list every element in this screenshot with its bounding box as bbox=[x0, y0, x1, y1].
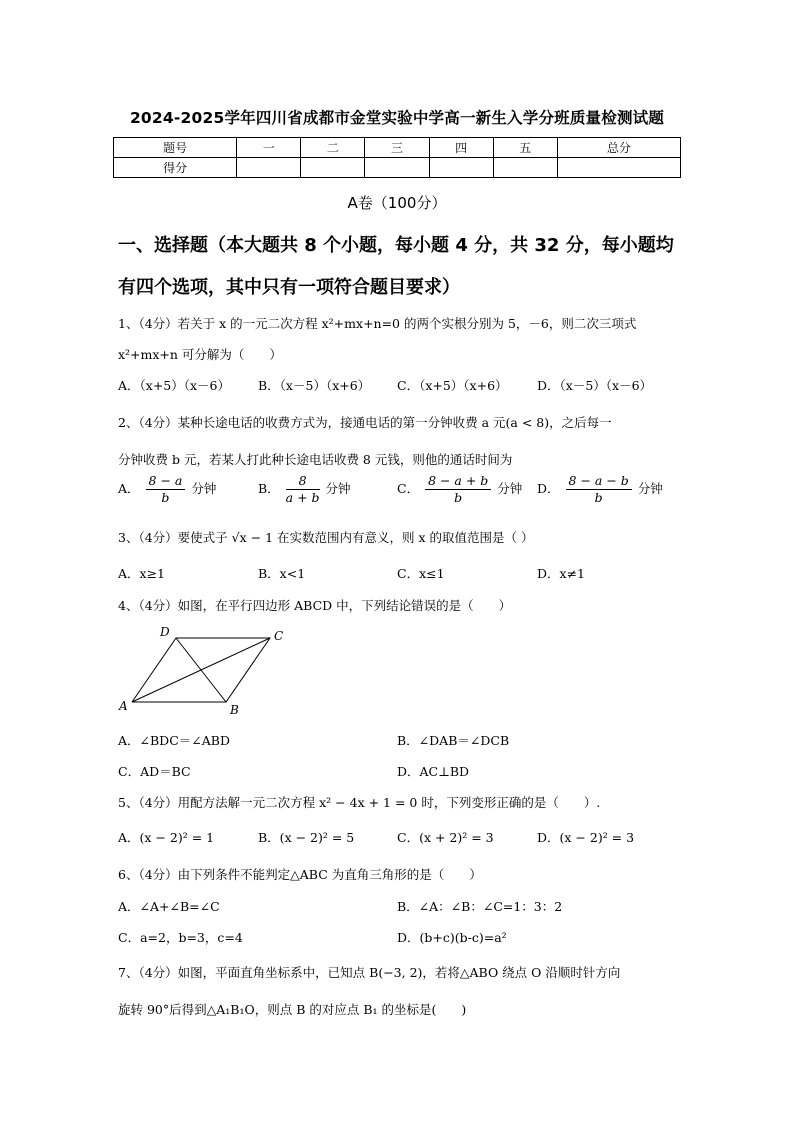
q4-option-a: A．∠BDC＝∠ABD bbox=[118, 733, 230, 748]
q6-option-b: B．∠A：∠B：∠C=1：3：2 bbox=[397, 899, 563, 914]
score-header-cell: 一 bbox=[237, 138, 301, 158]
section-a-heading: A卷（100分） bbox=[347, 194, 447, 212]
score-header-cell: 五 bbox=[493, 138, 557, 158]
score-header-cell: 总分 bbox=[557, 138, 680, 158]
q1-option-b: B．（x－5）（x+6） bbox=[258, 378, 371, 393]
fraction-denominator: b bbox=[161, 490, 170, 505]
score-row-label: 得分 bbox=[114, 158, 237, 178]
q2-option-d bbox=[537, 473, 663, 506]
q5-stem: 5、（4分）用配方法解一元二次方程 x² − 4x + 1 = 0 时，下列变形正确的是（ ）. bbox=[118, 795, 601, 810]
fraction-numerator: 8 − a − b bbox=[566, 473, 632, 490]
score-header-cell: 四 bbox=[429, 138, 493, 158]
q3-option-d: D．x≠1 bbox=[537, 566, 585, 581]
q4-option-d: D．AC⊥BD bbox=[397, 764, 470, 779]
fraction bbox=[146, 473, 186, 506]
q2-option-unit: 分钟 bbox=[497, 481, 523, 496]
diagonal-bd bbox=[176, 638, 226, 702]
score-cell bbox=[301, 158, 365, 178]
q2-option-unit: 分钟 bbox=[325, 481, 351, 496]
q1-option-a: A．（x+5）（x－6） bbox=[118, 378, 231, 393]
vertex-label-b: B bbox=[230, 703, 239, 716]
q5-option-c: C．(x + 2)² = 3 bbox=[397, 830, 494, 845]
exam-title: 2024-2025学年四川省成都市金堂实验中学高一新生入学分班质量检测试题 bbox=[129, 109, 665, 127]
score-table-score-row bbox=[114, 158, 681, 178]
fraction-denominator: b bbox=[454, 490, 463, 505]
q3-option-a: A．x≥1 bbox=[118, 566, 166, 581]
q3-option-b: B．x<1 bbox=[258, 566, 306, 581]
q4-stem: 4、（4分）如图，在平行四边形 ABCD 中，下列结论错误的是（ ） bbox=[118, 598, 512, 613]
q2-option-a bbox=[118, 473, 216, 506]
q7-stem-line2: 旋转 90°后得到△A₁B₁O，则点 B 的对应点 B₁ 的坐标是( ) bbox=[118, 1002, 467, 1017]
fraction-numerator: 8 bbox=[286, 473, 320, 490]
score-cell bbox=[429, 158, 493, 178]
q6-option-d: D．(b+c)(b-c)=a² bbox=[397, 930, 507, 945]
score-cell bbox=[237, 158, 301, 178]
score-table-header-row bbox=[114, 138, 681, 158]
q6-stem: 6、（4分）由下列条件不能判定△ABC 为直角三角形的是（ ） bbox=[118, 867, 482, 882]
fraction-denominator: a + b bbox=[285, 490, 320, 505]
q2-option-label: C． bbox=[397, 481, 420, 496]
part1-heading-line1: 一、选择题（本大题共 8 个小题，每小题 4 分，共 32 分，每小题均 bbox=[118, 235, 674, 256]
fraction bbox=[566, 473, 632, 506]
fraction bbox=[425, 473, 491, 506]
q1-stem-line2: x²+mx+n 可分解为（ ） bbox=[118, 347, 282, 362]
fraction-denominator: b bbox=[594, 490, 603, 505]
q2-option-unit: 分钟 bbox=[191, 481, 217, 496]
q4-option-b: B．∠DAB＝∠DCB bbox=[397, 733, 510, 748]
q1-option-c: C．（x+5）（x+6） bbox=[397, 378, 508, 393]
parallelogram-figure bbox=[118, 624, 298, 716]
q1-stem-line1: 1、（4分）若关于 x 的一元二次方程 x²+mx+n=0 的两个实根分别为 5，－6，则二次三项式 bbox=[118, 316, 637, 331]
q2-option-label: B． bbox=[258, 481, 280, 496]
q2-stem-line2: 分钟收费 b 元，若某人打此种长途电话收费 8 元钱，则他的通话时间为 bbox=[118, 452, 513, 467]
fraction bbox=[286, 473, 320, 506]
q5-option-a: A．(x − 2)² = 1 bbox=[118, 830, 215, 845]
q7-stem-line1: 7、（4分）如图，平面直角坐标系中，已知点 B(−3, 2)，若将△ABO 绕点 O 沿顺时针方向 bbox=[118, 965, 621, 980]
q2-option-c bbox=[397, 473, 522, 506]
part1-heading-line2: 有四个选项，其中只有一项符合题目要求） bbox=[118, 277, 460, 298]
q4-option-c: C．AD＝BC bbox=[118, 764, 191, 779]
q1-option-d: D．（x－5）（x－6） bbox=[537, 378, 653, 393]
fraction-numerator: 8 − a bbox=[146, 473, 186, 490]
q2-option-unit: 分钟 bbox=[637, 481, 663, 496]
vertex-label-d: D bbox=[160, 625, 170, 639]
vertex-label-a: A bbox=[119, 699, 128, 713]
q5-option-b: B．(x − 2)² = 5 bbox=[258, 830, 355, 845]
q2-option-label: D． bbox=[537, 481, 560, 496]
q6-option-c: C．a=2，b=3，c=4 bbox=[118, 930, 243, 945]
score-header-cell: 题号 bbox=[114, 138, 237, 158]
fraction-numerator: 8 − a + b bbox=[425, 473, 491, 490]
q2-stem-line1: 2、（4分）某种长途电话的收费方式为，接通电话的第一分钟收费 a 元(a < 8)，之后每一 bbox=[118, 415, 612, 430]
score-header-cell: 三 bbox=[365, 138, 429, 158]
score-cell bbox=[365, 158, 429, 178]
q2-option-label: A． bbox=[118, 481, 140, 496]
score-table bbox=[113, 137, 681, 178]
score-header-cell: 二 bbox=[301, 138, 365, 158]
q2-option-b bbox=[258, 473, 351, 506]
vertex-label-c: C bbox=[274, 629, 284, 643]
q3-stem: 3、（4分）要使式子 √x − 1 在实数范围内有意义，则 x 的取值范围是（ ） bbox=[118, 530, 534, 545]
q5-option-d: D．(x − 2)² = 3 bbox=[537, 830, 635, 845]
q6-option-a: A．∠A+∠B=∠C bbox=[118, 899, 220, 914]
score-cell bbox=[493, 158, 557, 178]
score-cell bbox=[557, 158, 680, 178]
q3-option-c: C．x≤1 bbox=[397, 566, 445, 581]
